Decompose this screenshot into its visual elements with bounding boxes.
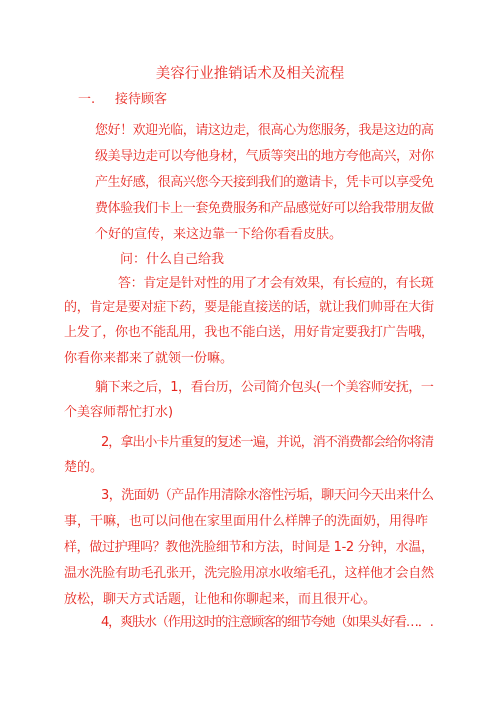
paragraph-line: 上发了，你也不能乱用，我也不能白送，用好肯定要我打广告哦， — [64, 325, 434, 340]
paragraph-line: 级美导边走可以夸他身材，气质等突出的地方夸他高兴，对你 — [95, 149, 434, 164]
paragraph-line: 的，肯定是要对症下药，要是能直接送的话，就让我们帅哥在大街 — [64, 300, 434, 315]
section-title: 接待顾客 — [115, 92, 168, 107]
paragraph-line: 2，拿出小卡片重复的复述一遍，并说，消不消费都会给你将清 — [101, 435, 434, 450]
paragraph-line: 温水洗脸有助毛孔张开，洗完脸用凉水收缩毛孔，这样他才会自然 — [64, 566, 434, 581]
paragraph-line: 产生好感，很高兴您今天接到我们的邀请卡，凭卡可以享受免 — [95, 175, 434, 190]
paragraph-line: 3，洗面奶（产品作用清除水溶性污垢，聊天问今天出来什么 — [101, 488, 434, 503]
paragraph-line: 楚的。 — [64, 460, 104, 475]
paragraph-line: 放松，聊天方式话题，让他和你聊起来，而且很开心。 — [64, 592, 377, 607]
paragraph-line: 费体验我们卡上一套免费服务和产品感觉好可以给我带朋友做 — [95, 201, 434, 216]
paragraph-line: 躺下来之后，1，看台历，公司简介包头(一个美容师安抚，一 — [95, 380, 434, 395]
paragraph-line: 个好的宣传，来这边靠一下给你看看皮肤。 — [95, 227, 343, 242]
section-number: 一. — [78, 92, 96, 107]
paragraph-line: 4，爽肤水（作用这时的注意顾客的细节夸她（如果头好看…．. — [101, 615, 433, 630]
document-title: 美容行业推销话术及相关流程 — [155, 66, 345, 82]
paragraph-line: 您好！欢迎光临，请这边走，很高心为您服务，我是这边的高 — [95, 123, 434, 138]
paragraph-line: 答：肯定是针对性的用了才会有效果，有长痘的，有长斑 — [118, 276, 434, 291]
paragraph-line: 样，做过护理吗？教他洗脸细节和方法，时间是 1-2 分钟，水温， — [64, 540, 434, 555]
paragraph-line: 事，干嘛，也可以问他在家里面用什么样牌子的洗面奶，用得咋 — [64, 514, 429, 529]
paragraph-line: 问：什么自己给我 — [120, 252, 225, 267]
paragraph-line: 个美容师帮忙打水) — [64, 405, 174, 420]
paragraph-line: 你看你来都来了就领一份嘛。 — [64, 351, 234, 366]
